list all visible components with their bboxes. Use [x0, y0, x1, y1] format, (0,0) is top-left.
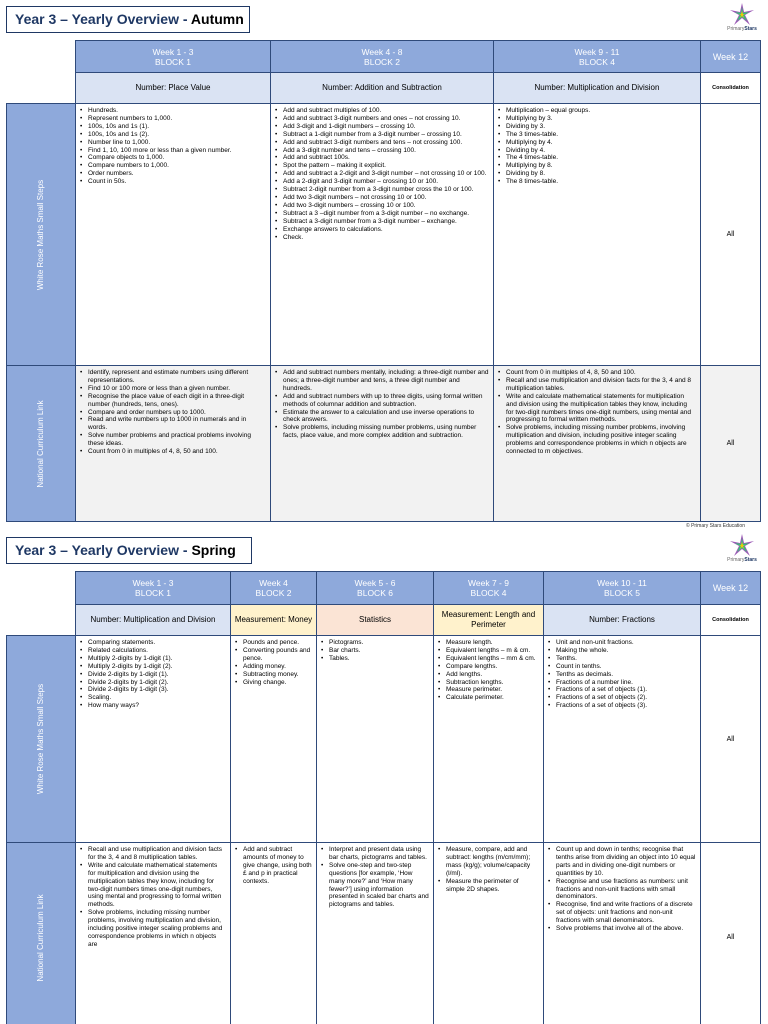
list-item: • Making the whole. — [548, 647, 696, 655]
spring-week-header — [231, 572, 317, 605]
list-item: • Add and subtract 3-digit numbers and tens – not crossing 100. — [275, 139, 489, 147]
list-item: • Subtract a 3 –digit number from a 3-digit number – no exchange. — [275, 210, 489, 218]
autumn-week12-header: Week 12 — [701, 41, 761, 73]
autumn-title — [6, 6, 250, 33]
list-item: • How many ways? — [80, 702, 226, 710]
list-item: • Fractions of a set of objects (2). — [548, 694, 696, 702]
autumn-title-prefix: Year 3 – Yearly Overview - — [15, 11, 191, 27]
list-item: • 100s, 10s and 1s (1). — [80, 123, 266, 131]
spring-consolidation: Consolidation — [701, 605, 761, 636]
spring-side-national-curriculum: National Curriculum Link — [7, 843, 76, 1024]
list-item: • Multiplying by 3. — [498, 115, 696, 123]
autumn-consolidation: Consolidation — [701, 73, 761, 104]
list-item: • Represent numbers to 1,000. — [80, 115, 266, 123]
list-item: • Multiply 2-digits by 1-digit (1). — [80, 655, 226, 663]
list-item: • Compare numbers to 1,000. — [80, 162, 266, 170]
logo-text-primary: Primary — [727, 26, 745, 32]
block-label: BLOCK 5 — [604, 588, 640, 598]
list-item: • Count from 0 in multiples of 4, 8, 50 and 100. — [80, 448, 266, 456]
list-item: • Count in 50s. — [80, 178, 266, 186]
list-item: • Add a 3-digit number and tens – crossing 100. — [275, 147, 489, 155]
list-item: • Solve one-step and two-step questions [for example, ‘How many more?’ and ‘How many fewer?’] using information presented in scaled bar charts and pictograms and tables. — [321, 862, 429, 909]
list-item: • Hundreds. — [80, 107, 266, 115]
list-item: • Comparing statements. — [80, 639, 226, 647]
primary-stars-logo — [722, 533, 762, 567]
block-label: BLOCK 1 — [135, 588, 171, 598]
list-item: • Recognise the place value of each digit in a three-digit number (hundreds, tens, ones). — [80, 393, 266, 409]
autumn-nc-all: All — [701, 366, 761, 522]
spring-nc-cell — [76, 843, 231, 1024]
list-item: • Add and subtract a 2-digit and 3-digit number – not crossing 10 or 100. — [275, 170, 489, 178]
autumn-title-season: Autumn — [190, 11, 244, 27]
autumn-overview-table — [6, 40, 761, 522]
autumn-wr-cell — [76, 104, 271, 366]
list-item: • Fractions of a set of objects (1). — [548, 686, 696, 694]
list-item: • Multiplying by 8. — [498, 162, 696, 170]
spring-nc-cell — [544, 843, 701, 1024]
spring-topic: Measurement: Money — [231, 605, 317, 636]
list-item: • Compare lengths. — [438, 663, 539, 671]
list-item: • Unit and non-unit fractions. — [548, 639, 696, 647]
list-item: • Subtracting money. — [235, 671, 312, 679]
list-item: • Solve problems, including missing number problems, involving multiplication and division, including positive integer scaling problems and correspondence problems in which n objects are — [80, 909, 226, 949]
list-item: • The 8 times-table. — [498, 178, 696, 186]
list-item: • Fractions of a set of objects (3). — [548, 702, 696, 710]
list-item: • Divide 2-digits by 1-digit (1). — [80, 671, 226, 679]
week-label: Week 1 - 3 — [132, 578, 174, 588]
list-item: • Add two 3-digit numbers – not crossing 10 or 100. — [275, 194, 489, 202]
star-logo-icon — [729, 2, 755, 26]
spring-wr-cell — [317, 636, 434, 843]
week-label: Week 4 - 8 — [361, 46, 403, 57]
autumn-nc-cell — [76, 366, 271, 522]
list-item: • Add and subtract numbers with up to three digits, using formal written methods of columnar addition and subtraction. — [275, 393, 489, 409]
list-item: • Subtraction lengths. — [438, 679, 539, 687]
list-item: • Solve problems that involve all of the above. — [548, 925, 696, 933]
logo-text-stars: Stars — [744, 557, 757, 563]
list-item: • Find 1, 10, 100 more or less than a given number. — [80, 147, 266, 155]
autumn-wr-all: All — [701, 104, 761, 366]
list-item: • Multiplying by 4. — [498, 139, 696, 147]
block-label: BLOCK 2 — [364, 56, 400, 67]
week-label: Week 9 - 11 — [574, 46, 620, 57]
autumn-wr-cell — [494, 104, 701, 366]
autumn-topic: Number: Place Value — [76, 73, 271, 104]
list-item: • Adding money. — [235, 663, 312, 671]
list-item: • Subtract 2-digit number from a 3-digit number cross the 10 or 100. — [275, 186, 489, 194]
list-item: • Recall and use multiplication and division facts for the 3, 4 and 8 multiplication tables. — [498, 377, 696, 393]
star-logo-icon — [729, 533, 755, 557]
list-item: • Interpret and present data using bar charts, pictograms and tables. — [321, 846, 429, 862]
week-label: Week 4 — [259, 578, 288, 588]
autumn-wr-cell — [271, 104, 494, 366]
spring-nc-cell — [434, 843, 544, 1024]
list-item: • Compare and order numbers up to 1000. — [80, 409, 266, 417]
spring-side-white-rose: White Rose Maths Small Steps — [7, 636, 76, 843]
list-item: • Add and subtract amounts of money to give change, using both £ and p in practical contexts. — [235, 846, 312, 886]
list-item: • Pounds and pence. — [235, 639, 312, 647]
list-item: • Calculate perimeter. — [438, 694, 539, 702]
spring-week-header — [544, 572, 701, 605]
list-item: • Write and calculate mathematical statements for multiplication and division using the multiplication tables they know, including for two-digit numbers times one-digit numbers, using mental and progressing to formal written methods. — [80, 862, 226, 909]
list-item: • Add lengths. — [438, 671, 539, 679]
list-item: • Solve problems, including missing number problems, involving multiplication and division, including positive integer scaling problems and correspondence problems in which n objects are connected to m objectives. — [498, 424, 696, 456]
list-item: • Add and subtract 3-digit numbers and ones – not crossing 10. — [275, 115, 489, 123]
week-label: Week 10 - 11 — [597, 578, 647, 588]
list-item: • Add two 3-digit numbers – crossing 10 or 100. — [275, 202, 489, 210]
list-item: • Multiply 2-digits by 1-digit (2). — [80, 663, 226, 671]
list-item: • Count in tenths. — [548, 663, 696, 671]
spring-topic: Statistics — [317, 605, 434, 636]
list-item: • Tenths. — [548, 655, 696, 663]
spring-wr-cell — [76, 636, 231, 843]
spring-nc-cell — [317, 843, 434, 1024]
primary-stars-logo — [722, 2, 762, 36]
list-item: • Divide 2-digits by 1-digit (2). — [80, 679, 226, 687]
list-item: • Add 3-digit and 1-digit numbers – crossing 10. — [275, 123, 489, 131]
list-item: • Compare objects to 1,000. — [80, 154, 266, 162]
list-item: • Dividing by 4. — [498, 147, 696, 155]
block-label: BLOCK 1 — [155, 56, 191, 67]
week-label: Week 7 - 9 — [468, 578, 509, 588]
list-item: • 100s, 10s and 1s (2). — [80, 131, 266, 139]
list-item: • Subtract a 1-digit number from a 3-digit number – crossing 10. — [275, 131, 489, 139]
list-item: • Dividing by 3. — [498, 123, 696, 131]
week-label: Week 5 - 6 — [354, 578, 396, 588]
list-item: • Number line to 1,000. — [80, 139, 266, 147]
list-item: • Divide 2-digits by 1-digit (3). — [80, 686, 226, 694]
list-item: • Multiplication – equal groups. — [498, 107, 696, 115]
block-label: BLOCK 4 — [470, 588, 507, 598]
list-item: • Measure length. — [438, 639, 539, 647]
list-item: • Add and subtract multiples of 100. — [275, 107, 489, 115]
autumn-week-header — [271, 41, 494, 73]
list-item: • Count from 0 in multiples of 4, 8, 50 and 100. — [498, 369, 696, 377]
list-item: • Add and subtract numbers mentally, including: a three-digit number and ones; a three-digit number and tens, a three digit number and hundreds. — [275, 369, 489, 393]
spring-week-header — [434, 572, 544, 605]
list-item: • Read and write numbers up to 1000 in numerals and in words. — [80, 416, 266, 432]
spring-wr-cell — [544, 636, 701, 843]
list-item: • Spot the pattern – making it explicit. — [275, 162, 489, 170]
spring-topic: Number: Fractions — [544, 605, 701, 636]
list-item: • Measure perimeter. — [438, 686, 539, 694]
spring-week-header — [76, 572, 231, 605]
autumn-topic: Number: Addition and Subtraction — [271, 73, 494, 104]
list-item: • Exchange answers to calculations. — [275, 226, 489, 234]
list-item: • Add a 2-digit and 3-digit number – crossing 10 or 100. — [275, 178, 489, 186]
list-item: • Solve number problems and practical problems involving these ideas. — [80, 432, 266, 448]
list-item: • Converting pounds and pence. — [235, 647, 312, 663]
spring-wr-cell — [434, 636, 544, 843]
autumn-side-national-curriculum: National Curriculum Link — [7, 366, 76, 522]
list-item: • The 4 times-table. — [498, 154, 696, 162]
list-item: • Recall and use multiplication and division facts for the 3, 4 and 8 multiplication tables. — [80, 846, 226, 862]
list-item: • Recognise and use fractions as numbers: unit fractions and non-unit fractions with small denominators. — [548, 878, 696, 902]
block-label: BLOCK 2 — [255, 588, 292, 598]
spring-week-header — [317, 572, 434, 605]
list-item: • Related calculations. — [80, 647, 226, 655]
list-item: • Measure, compare, add and subtract: lengths (m/cm/mm); mass (kg/g); volume/capacity (l/ml). — [438, 846, 539, 878]
autumn-week-header — [76, 41, 271, 73]
list-item: • Count up and down in tenths; recognise that tenths arise from dividing an object into 10 equal parts and in dividing one-digit numbers or quantities by 10. — [548, 846, 696, 878]
list-item: • Identify, represent and estimate numbers using different representations. — [80, 369, 266, 385]
list-item: • Equivalent lengths – mm & cm. — [438, 655, 539, 663]
spring-wr-all: All — [701, 636, 761, 843]
list-item: • Add and subtract 100s. — [275, 154, 489, 162]
list-item: • Dividing by 8. — [498, 170, 696, 178]
list-item: • Tenths as decimals. — [548, 671, 696, 679]
list-item: • Recognise, find and write fractions of a discrete set of objects: unit fractions and non-unit fractions with small denominators. — [548, 901, 696, 925]
autumn-nc-cell — [271, 366, 494, 522]
autumn-topic: Number: Multiplication and Division — [494, 73, 701, 104]
logo-text-stars: Stars — [744, 26, 757, 32]
spring-nc-all: All — [701, 843, 761, 1024]
list-item: • Equivalent lengths – m & cm. — [438, 647, 539, 655]
spring-wr-cell — [231, 636, 317, 843]
list-item: • Find 10 or 100 more or less than a given number. — [80, 385, 266, 393]
autumn-week-header — [494, 41, 701, 73]
list-item: • Estimate the answer to a calculation and use inverse operations to check answers. — [275, 409, 489, 425]
autumn-nc-cell — [494, 366, 701, 522]
block-label: BLOCK 4 — [579, 56, 615, 67]
spring-title — [6, 537, 252, 564]
spring-week12-header: Week 12 — [701, 572, 761, 605]
autumn-side-white-rose: White Rose Maths Small Steps — [7, 104, 76, 366]
spring-overview-table — [6, 571, 761, 1024]
list-item: • Subtract a 3-digit number from a 3-digit number – exchange. — [275, 218, 489, 226]
list-item: • Bar charts. — [321, 647, 429, 655]
list-item: • Scaling. — [80, 694, 226, 702]
spring-topic: Number: Multiplication and Division — [76, 605, 231, 636]
block-label: BLOCK 6 — [357, 588, 393, 598]
copyright: © Primary Stars Education — [686, 523, 745, 529]
list-item: • Check. — [275, 234, 489, 242]
list-item: • Order numbers. — [80, 170, 266, 178]
spring-topic: Measurement: Length and Perimeter — [434, 605, 544, 636]
list-item: • Tables. — [321, 655, 429, 663]
list-item: • The 3 times-table. — [498, 131, 696, 139]
list-item: • Giving change. — [235, 679, 312, 687]
spring-nc-cell — [231, 843, 317, 1024]
week-label: Week 1 - 3 — [152, 46, 194, 57]
spring-title-season: Spring — [191, 542, 236, 558]
logo-text-primary: Primary — [727, 557, 745, 563]
spring-title-prefix: Year 3 – Yearly Overview - — [15, 542, 192, 558]
list-item: • Write and calculate mathematical statements for multiplication and division using the multiplication tables they know, including for two-digit numbers times one-digit numbers, using mental and progressing to formal written methods. — [498, 393, 696, 425]
list-item: • Fractions of a number line. — [548, 679, 696, 687]
list-item: • Pictograms. — [321, 639, 429, 647]
list-item: • Measure the perimeter of simple 2D shapes. — [438, 878, 539, 894]
list-item: • Solve problems, including missing number problems, using number facts, place value, and more complex addition and subtraction. — [275, 424, 489, 440]
